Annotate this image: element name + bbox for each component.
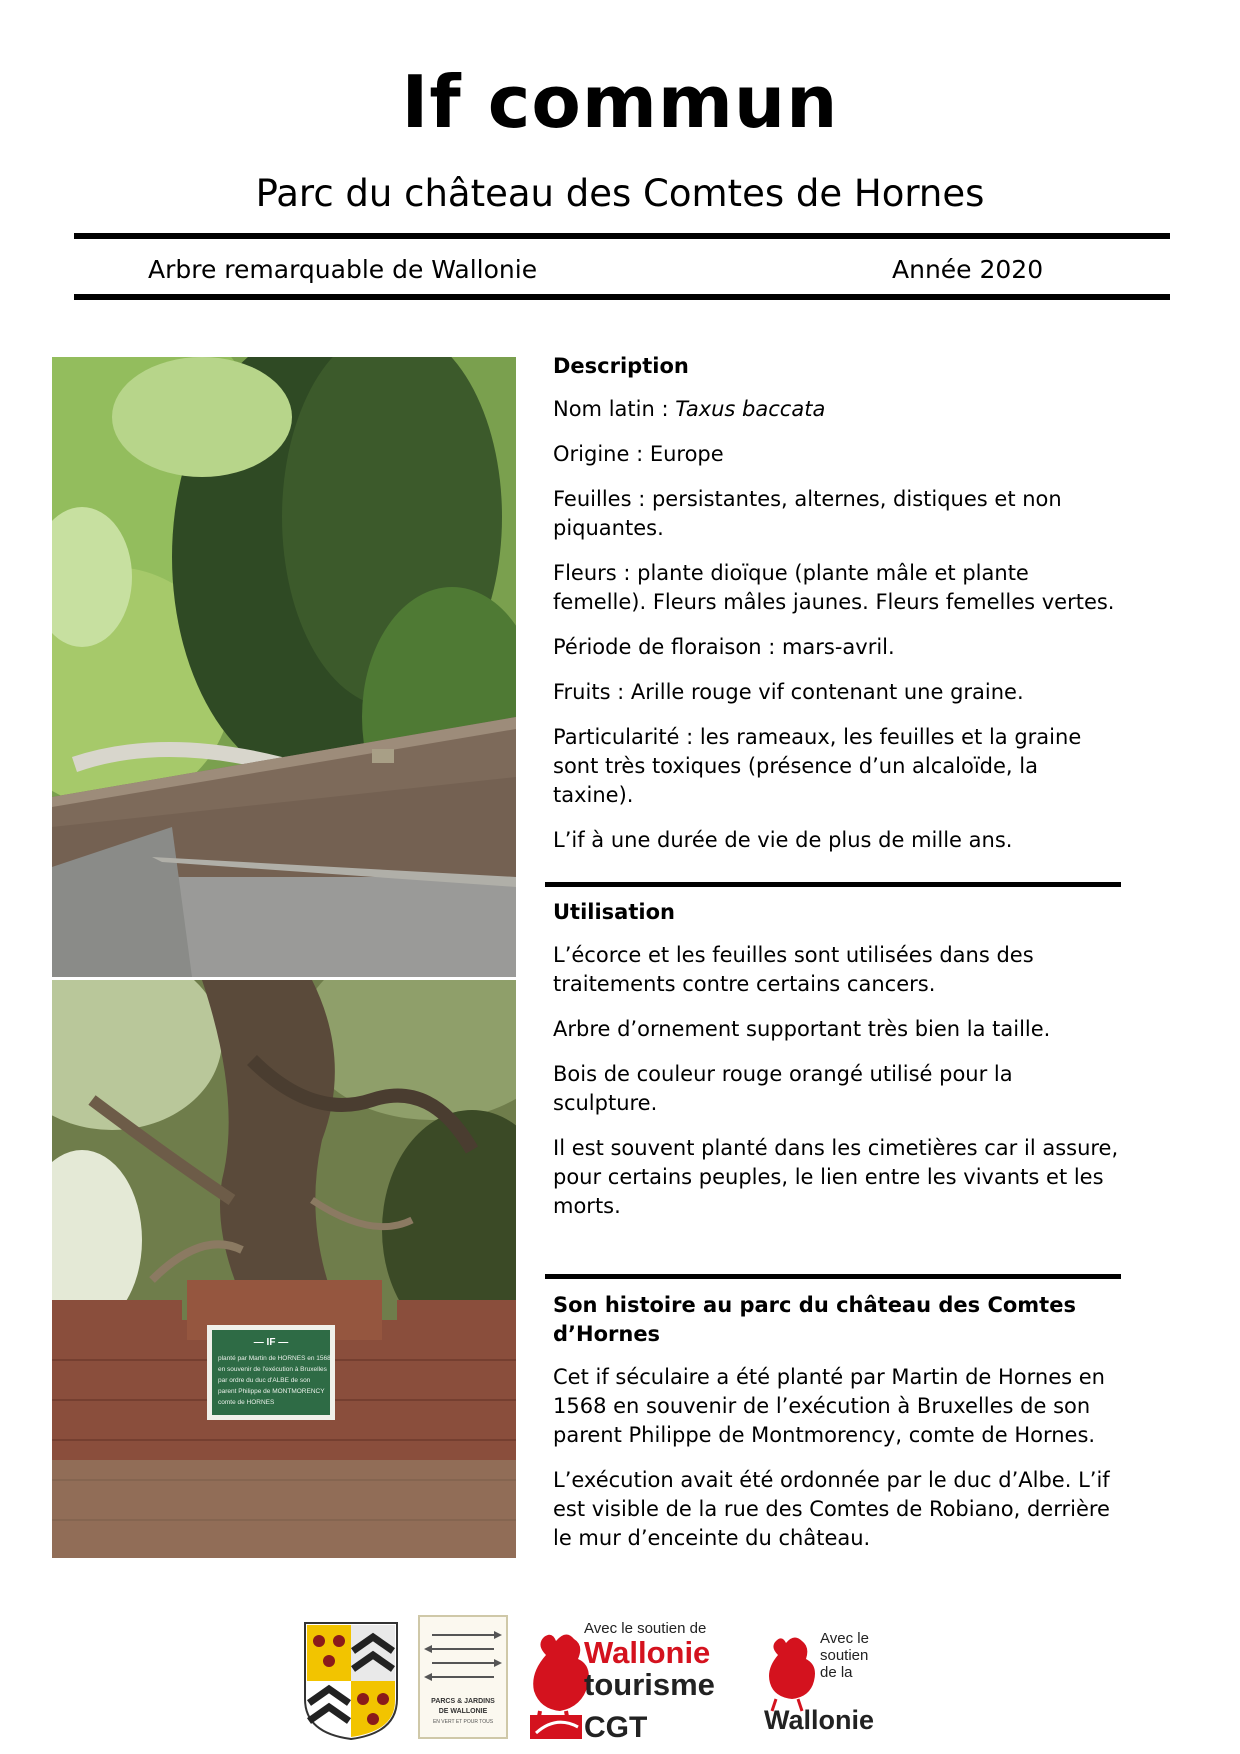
utilisation-text: Il est souvent planté dans les cimetières car il assure, pour certains peuples, le lien entre les vivants et les morts. <box>553 1136 1119 1218</box>
wt-cgt: CGT <box>584 1711 648 1739</box>
plaque-line: comte de HORNES <box>218 1399 275 1406</box>
wt-tourisme: tourisme <box>584 1667 715 1702</box>
particularity: Particularité : les rameaux, les feuilles et la graine sont très toxiques (présence d’un alcaloïde, la taxine). <box>553 725 1082 807</box>
fruits: Fruits : Arille rouge vif contenant une graine. <box>553 680 1024 704</box>
leaves: Feuilles : persistantes, alternes, distiques et non piquantes. <box>553 487 1062 540</box>
origin: Origine : Europe <box>553 442 724 466</box>
history-heading: Son histoire au parc du château des Comtes d’Hornes <box>553 1293 1076 1346</box>
page-title: If commun <box>401 60 839 144</box>
parcs-line2: DE WALLONIE <box>438 1708 488 1715</box>
wallonie-tourisme-logo <box>526 1615 726 1743</box>
w-line1: Avec le <box>820 1630 869 1647</box>
page-subtitle: Parc du château des Comtes de Hornes <box>255 172 985 215</box>
utilisation-section <box>553 898 1123 1237</box>
latin-name: Taxus baccata <box>675 397 826 421</box>
utilisation-text: Bois de couleur rouge orangé utilisé pour la sculpture. <box>553 1062 1013 1115</box>
photo-trunk-plaque <box>52 980 516 1558</box>
w-line2: soutien <box>820 1647 869 1664</box>
section-divider <box>545 882 1121 887</box>
flowers: Fleurs : plante dioïque (plante mâle et plante femelle). Fleurs mâles jaunes. Fleurs femelles vertes. <box>553 561 1115 614</box>
plaque-title: — IF — <box>253 1337 289 1348</box>
latin-name-line <box>553 395 1123 424</box>
photo-tree-wall <box>52 357 516 977</box>
latin-label: Nom latin : <box>553 397 676 421</box>
plaque-line: parent Philippe de MONTMORENCY <box>218 1388 325 1395</box>
parcs-line1: PARCS & JARDINS <box>431 1698 495 1705</box>
parcs-jardins-logo <box>418 1615 508 1743</box>
parcs-line3: EN VERT ET POUR TOUS <box>432 1719 494 1725</box>
section-divider <box>545 1274 1121 1279</box>
plaque-line: par ordre du duc d'ALBE de son <box>218 1377 311 1384</box>
plaque-line: en souvenir de l'exécution à Bruxelles <box>218 1366 327 1373</box>
history-text: Cet if séculaire a été planté par Martin de Hornes en 1568 en souvenir de l’exécution à Bruxelles de son parent Philippe de Montmorency, comte de Hornes. <box>553 1365 1105 1447</box>
lifespan: L’if à une durée de vie de plus de mille ans. <box>553 828 1013 852</box>
header-rule-top <box>74 233 1170 239</box>
wt-wallonie: Wallonie <box>584 1635 711 1670</box>
description-section <box>553 352 1123 871</box>
meta-label: Arbre remarquable de Wallonie <box>148 255 538 284</box>
utilisation-text: L’écorce et les feuilles sont utilisées dans des traitements contre certains cancers. <box>553 943 1034 996</box>
flowering-period: Période de floraison : mars-avril. <box>553 635 895 659</box>
utilisation-heading: Utilisation <box>553 900 675 924</box>
sponsor-logos <box>0 1605 1240 1739</box>
description-heading: Description <box>553 354 689 378</box>
meta-year: Année 2020 <box>892 255 1044 284</box>
plaque-line: planté par Martin de HORNES en 1568 <box>218 1355 331 1362</box>
wallonie-support-logo <box>762 1625 902 1739</box>
w-line3: de la <box>820 1664 853 1681</box>
utilisation-text: Arbre d’ornement supportant très bien la taille. <box>553 1017 1051 1041</box>
header-rule-bottom <box>74 294 1170 300</box>
history-text: L’exécution avait été ordonnée par le duc d’Albe. L’if est visible de la rue des Comtes de Robiano, derrière le mur d’enceinte du château. <box>553 1468 1110 1550</box>
w-wallonie: Wallonie <box>764 1705 875 1735</box>
wt-support: Avec le soutien de <box>584 1620 707 1637</box>
rooster-icon <box>769 1637 815 1711</box>
coat-of-arms-logo <box>303 1621 399 1745</box>
history-section <box>553 1291 1123 1569</box>
